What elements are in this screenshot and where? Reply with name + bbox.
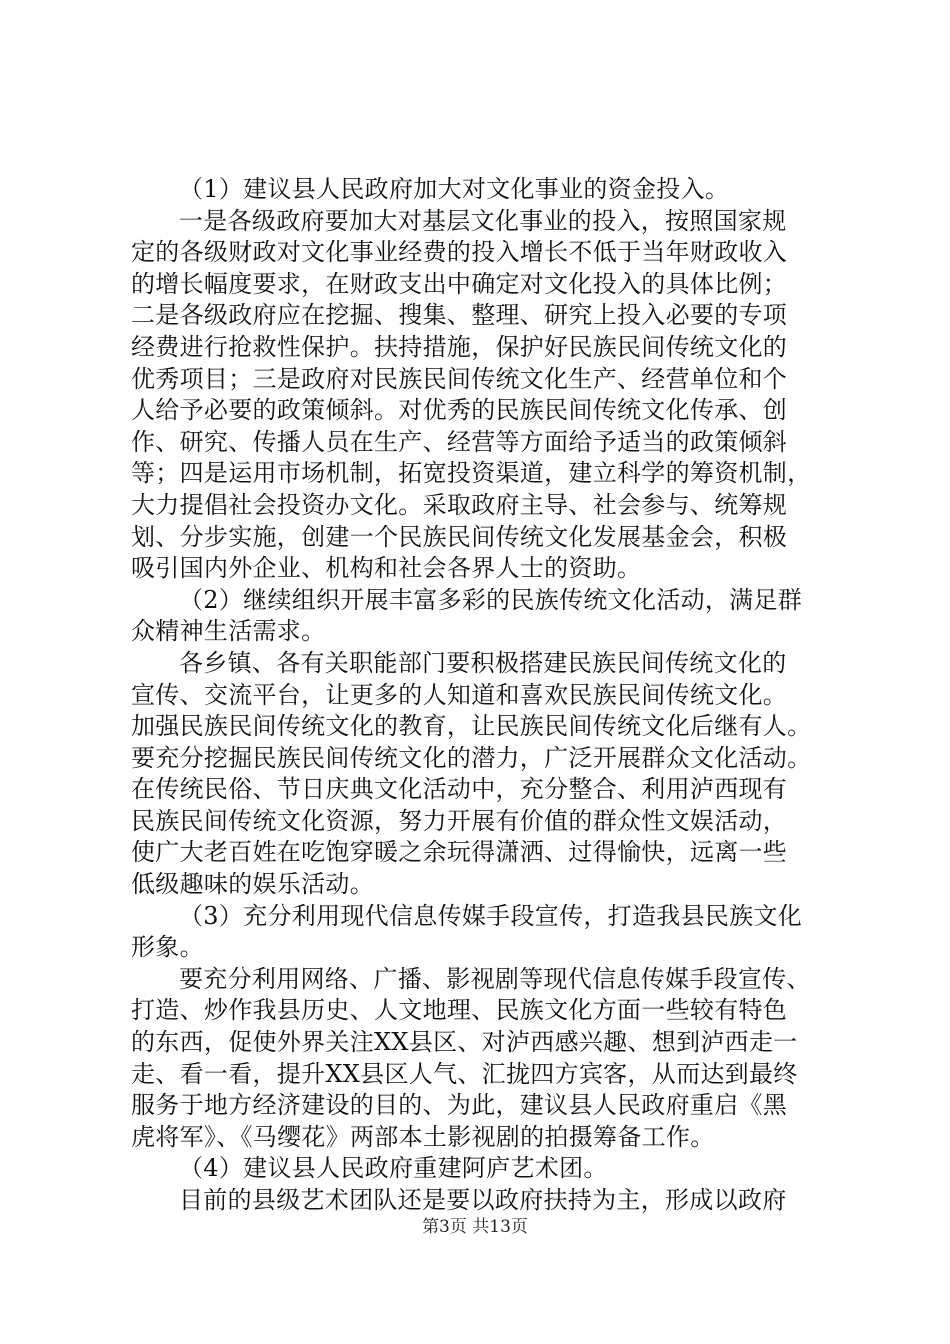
text-line: 优秀项目；三是政府对民族民间传统文化生产、经营单位和个: [131, 364, 788, 393]
text-line: （3）充分利用现代信息传媒手段宣传，打造我县民族文化: [179, 901, 803, 930]
text-line: 走、看一看，提升XX县区人气、汇拢四方宾客，从而达到最终: [131, 1059, 798, 1088]
page-footer: 第3页 共13页: [422, 1217, 528, 1237]
text-line: （1）建议县人民政府加大对文化事业的资金投入。: [179, 175, 730, 203]
text-line: 打造、炒作我县历史、人文地理、民族文化方面一些较有特色: [131, 996, 788, 1025]
text-line: 加强民族民间传统文化的教育，让民族民间传统文化后继有人。: [131, 712, 812, 741]
text-line: 吸引国内外企业、机构和社会各界人士的资助。: [131, 554, 642, 583]
text-line: 的增长幅度要求，在财政支出中确定对文化投入的具体比例；: [131, 269, 788, 298]
text-line: 在传统民俗、节日庆典文化活动中，充分整合、利用泸西现有: [131, 775, 788, 804]
text-line: 众精神生活需求。: [131, 617, 326, 646]
body-text: [131, 174, 831, 1217]
text-line: 低级趣味的娱乐活动。: [131, 870, 374, 899]
text-line: 经费进行抢救性保护。扶持措施，保护好民族民间传统文化的: [131, 332, 788, 361]
text-line: 划、分步实施，创建一个民族民间传统文化发展基金会，积极: [131, 522, 788, 551]
text-line: 各乡镇、各有关职能部门要积极搭建民族民间传统文化的: [179, 648, 787, 677]
text-line: （2）继续组织开展丰富多彩的民族传统文化活动，满足群: [179, 585, 803, 614]
text-line: 使广大老百姓在吃饱穿暖之余玩得潇洒、过得愉快，远离一些: [131, 838, 788, 867]
text-line: 大力提倡社会投资办文化。采取政府主导、社会参与、统筹规: [131, 490, 788, 519]
text-line: 作、研究、传播人员在生产、经营等方面给予适当的政策倾斜: [131, 427, 788, 456]
text-line: 等；四是运用市场机制，拓宽投资渠道，建立科学的筹资机制，: [131, 459, 812, 488]
text-line: 定的各级财政对文化事业经费的投入增长不低于当年财政收入: [131, 238, 788, 267]
text-line: 目前的县级艺术团队还是要以政府扶持为主，形成以政府: [179, 1186, 787, 1214]
text-line: 宣传、交流平台，让更多的人知道和喜欢民族民间传统文化。: [131, 680, 788, 709]
text-line: 虎将军》、《马缨花》两部本土影视剧的拍摄筹备工作。: [131, 1122, 715, 1151]
text-line: 二是各级政府应在挖掘、搜集、整理、研究上投入必要的专项: [131, 301, 788, 330]
text-line: 的东西，促使外界关注XX县区、对泸西感兴趣、想到泸西走一: [131, 1028, 798, 1057]
text-line: 形象。: [131, 933, 204, 962]
text-line: 民族民间传统文化资源，努力开展有价值的群众性文娱活动，: [131, 806, 788, 835]
text-line: 一是各级政府要加大对基层文化事业的投入，按照国家规: [179, 206, 787, 235]
text-line: 要充分利用网络、广播、影视剧等现代信息传媒手段宣传、: [179, 964, 811, 993]
text-line: 人给予必要的政策倾斜。对优秀的民族民间传统文化传承、创: [131, 396, 788, 425]
text-line: 服务于地方经济建设的目的、为此，建议县人民政府重启《黑: [131, 1091, 788, 1120]
text-line: 要充分挖掘民族民间传统文化的潜力，广泛开展群众文化活动。: [131, 743, 812, 772]
text-line: （4）建议县人民政府重建阿庐艺术团。: [179, 1154, 608, 1183]
